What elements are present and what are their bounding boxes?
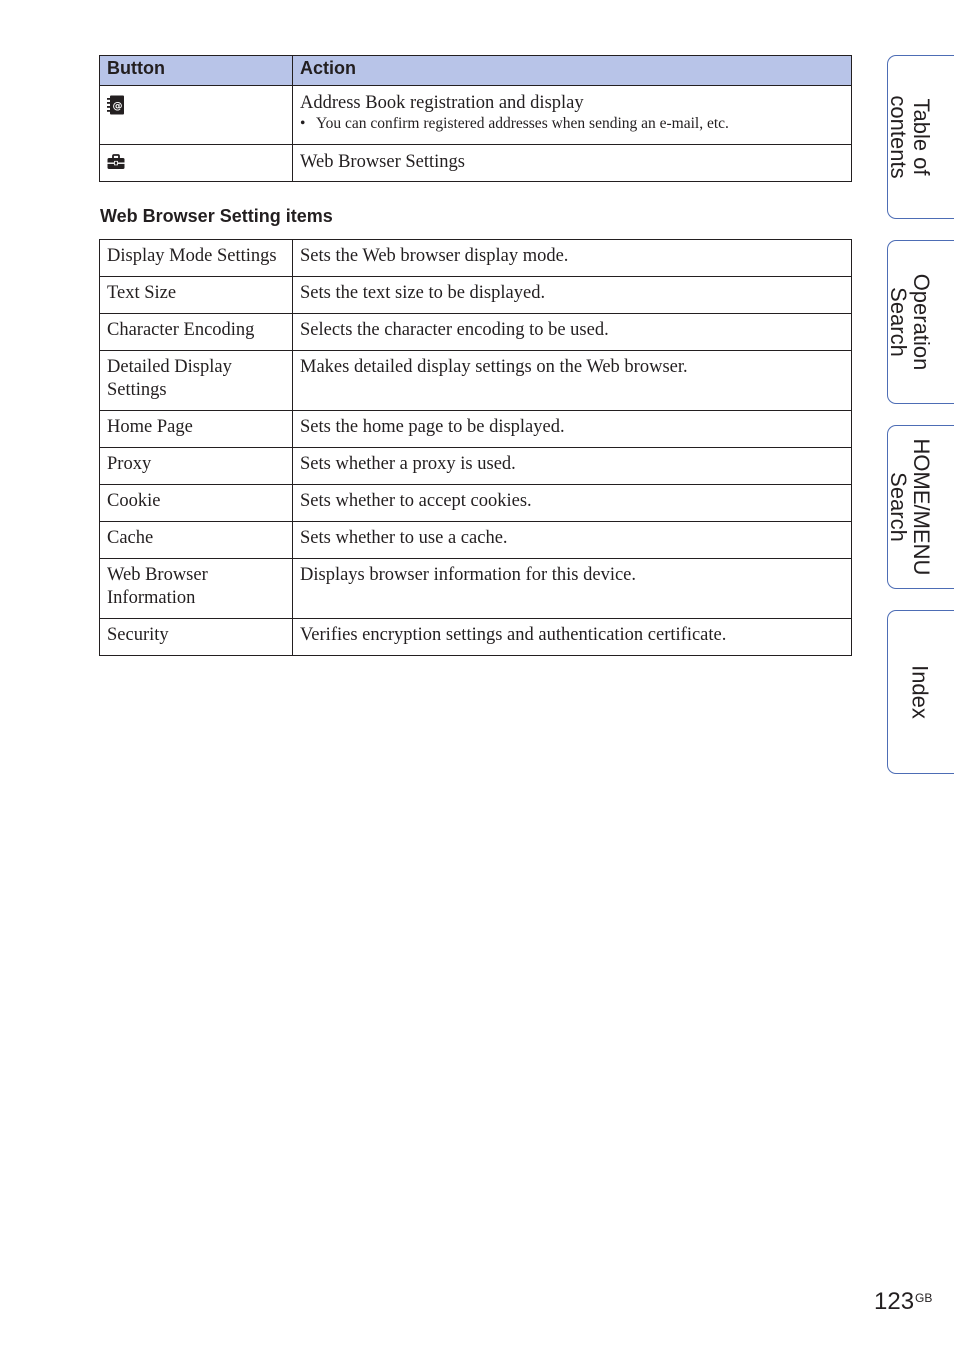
buttons-table-header xyxy=(100,56,852,86)
tab-label: HOME/MENU Search xyxy=(885,438,934,576)
item-name: Character Encoding xyxy=(100,314,293,351)
item-name: Web Browser Information xyxy=(100,559,293,619)
toolbox-icon xyxy=(107,154,125,174)
table-row xyxy=(100,619,852,656)
item-name: Home Page xyxy=(100,411,293,448)
item-description: Selects the character encoding to be used. xyxy=(293,314,852,351)
action-cell xyxy=(293,145,852,182)
buttons-table xyxy=(99,55,852,182)
table-row xyxy=(100,485,852,522)
table-row xyxy=(100,411,852,448)
table-row xyxy=(100,86,852,145)
item-description: Verifies encryption settings and authentication certificate. xyxy=(293,619,852,656)
column-header-action: Action xyxy=(293,56,852,86)
tab-label: Table of contents xyxy=(885,95,934,179)
action-cell xyxy=(293,86,852,145)
tab-home-menu-search[interactable] xyxy=(887,425,954,589)
item-description: Sets the home page to be displayed. xyxy=(293,411,852,448)
section-heading: Web Browser Setting items xyxy=(100,206,333,226)
settings-items-table xyxy=(99,239,852,656)
item-description: Sets the text size to be displayed. xyxy=(293,277,852,314)
tab-label: Operation Search xyxy=(885,273,934,371)
table-row xyxy=(100,277,852,314)
item-name: Cache xyxy=(100,522,293,559)
table-row xyxy=(100,351,852,411)
item-name: Text Size xyxy=(100,277,293,314)
item-name: Cookie xyxy=(100,485,293,522)
item-description: Sets whether a proxy is used. xyxy=(293,448,852,485)
table-row xyxy=(100,240,852,277)
item-description: Sets the Web browser display mode. xyxy=(293,240,852,277)
button-cell xyxy=(100,86,293,145)
item-description: Sets whether to use a cache. xyxy=(293,522,852,559)
tab-label: Index xyxy=(906,665,932,719)
item-description: Sets whether to accept cookies. xyxy=(293,485,852,522)
button-cell xyxy=(100,145,293,182)
column-header-button: Button xyxy=(100,56,293,86)
item-name: Security xyxy=(100,619,293,656)
svg-text:@: @ xyxy=(112,101,123,112)
item-description: Displays browser information for this device. xyxy=(293,559,852,619)
page-number: $123^{GB}$ xyxy=(874,1288,933,1315)
table-row xyxy=(100,314,852,351)
tab-operation-search[interactable] xyxy=(887,240,954,404)
bullet-mark: • xyxy=(300,115,306,132)
item-name: Proxy xyxy=(100,448,293,485)
action-text: Address Book registration and display xyxy=(300,93,584,113)
item-description: Makes detailed display settings on the Web browser. xyxy=(293,351,852,411)
table-row xyxy=(100,559,852,619)
tab-index[interactable] xyxy=(887,610,954,774)
table-row xyxy=(100,522,852,559)
item-name: Detailed Display Settings xyxy=(100,351,293,411)
table-row xyxy=(100,145,852,182)
item-name: Display Mode Settings xyxy=(100,240,293,277)
action-note: • You can confirm registered addresses when sending an e-mail, etc. xyxy=(300,115,729,132)
table-row xyxy=(100,448,852,485)
page-suffix: GB xyxy=(915,1291,933,1305)
tab-table-of-contents[interactable] xyxy=(887,55,954,219)
address-book-icon xyxy=(107,95,125,115)
action-text: Web Browser Settings xyxy=(300,152,465,172)
